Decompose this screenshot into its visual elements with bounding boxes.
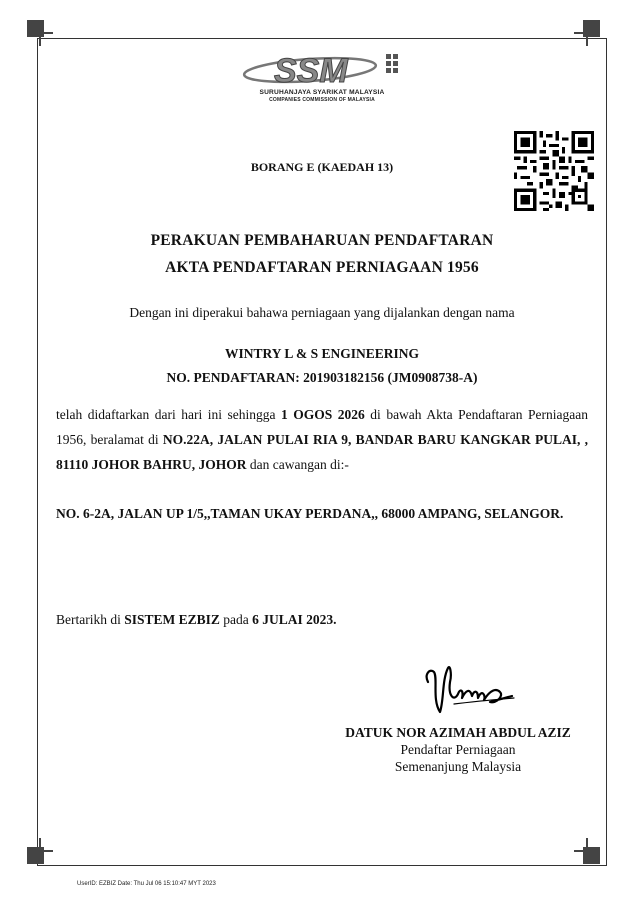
corner-ornament-top-right	[574, 20, 600, 46]
issue-date: 6 JULAI 2023	[252, 612, 334, 627]
intro-text: Dengan ini diperakui bahawa perniagaan yang dijalankan dengan nama	[129, 305, 515, 320]
qr-code-icon	[514, 131, 594, 211]
signatory-title: Pendaftar Perniagaan	[400, 742, 516, 757]
paragraph-text: dan cawangan di:-	[246, 457, 349, 472]
paragraph-text: telah didaftarkan dari hari ini sehingga	[56, 407, 281, 422]
registration-paragraph	[56, 402, 588, 477]
paragraph-text: di bawah Akta Pendaftaran Perniagaan 1956, beralamat di	[56, 407, 589, 447]
dated-line	[56, 612, 588, 628]
system-name: SISTEM EZBIZ	[124, 612, 220, 627]
certificate-act-title: AKTA PENDAFTARAN PERNIAGAAN 1956	[165, 259, 479, 276]
ssm-org-name-en: COMPANIES COMMISSION OF MALAYSIA	[269, 97, 375, 103]
dated-prefix: Bertarikh di	[56, 612, 125, 627]
signatory-region: Semenanjung Malaysia	[394, 759, 522, 774]
form-code: BORANG E (KAEDAH 13)	[250, 160, 394, 174]
expiry-date: 1 OGOS 2026	[281, 407, 365, 422]
certificate-title: PERAKUAN PEMBAHARUAN PENDAFTARAN	[150, 232, 494, 249]
ssm-org-name: SURUHANJAYA SYARIKAT MALAYSIA	[259, 89, 385, 96]
footer-metadata: UserID: EZBIZ Date: Thu Jul 06 15:10:47 MYT 2023	[77, 881, 216, 887]
dated-suffix: .	[333, 612, 337, 627]
corner-ornament-bottom-left	[27, 838, 53, 864]
corner-ornament-top-left	[27, 20, 53, 46]
registration-number: NO. PENDAFTARAN: 201903182156 (JM0908738-A)	[166, 370, 478, 385]
signature-image	[420, 660, 520, 720]
business-name: WINTRY L & S ENGINEERING	[224, 346, 420, 361]
branch-address: NO. 6-2A, JALAN UP 1/5,,TAMAN UKAY PERDANA,, 68000 AMPANG, SELANGOR.	[56, 506, 564, 521]
dated-mid: pada	[219, 612, 253, 627]
svg-text:SSM: SSM	[274, 52, 348, 90]
signatory-name: DATUK NOR AZIMAH ABDUL AZIZ	[345, 725, 571, 740]
corner-ornament-bottom-right	[574, 838, 600, 864]
business-address: NO.22A, JALAN PULAI RIA 9, BANDAR BARU KANGKAR PULAI, , 81110 JOHOR BAHRU, JOHOR	[56, 432, 588, 472]
